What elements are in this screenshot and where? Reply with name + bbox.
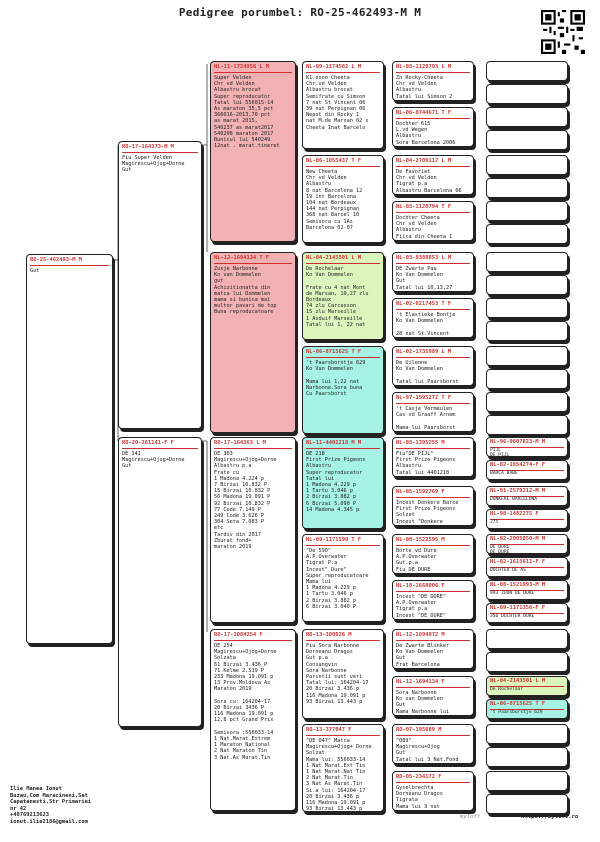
pigeon-details: "De 590" A.P.Overwater Tigrat P.a Incest" Dure" Super reproducatoare Mama lui 1 Madona 4.229 p 1 Tartu 3.046 p 2 Birzai 3.882 p 6 Birzai 3.040 P — [306, 548, 369, 610]
pigeon-details: DOCHTER DE AS — [490, 568, 526, 573]
ring-number: NL-08-1521993-M M — [490, 582, 546, 588]
ring-number: NL-09-1171356-F F — [490, 605, 546, 611]
ring-number: NL-05-1592769 F — [396, 489, 445, 495]
pigeon-details: PIJL DE PIJL — [490, 448, 510, 457]
divider — [30, 265, 109, 266]
pigeon-details: De Favoriet Chr vd Velden Tigrat p.a Albastru Barcelona 06 — [396, 169, 462, 194]
ring-number: NL-03-1395255 M — [396, 440, 445, 446]
pigeon-details: BARCA BABE — [490, 471, 518, 476]
pigeon-details: DE DURE DE DURE — [490, 545, 510, 554]
pedigree-card-gen5[interactable] — [486, 486, 568, 506]
pedigree-card-gen5[interactable] — [486, 534, 568, 554]
ring-number: NL-98-1482275 F — [490, 511, 539, 517]
divider — [306, 545, 380, 546]
divider — [306, 166, 380, 167]
pigeon-details: De Rochelaar — [490, 687, 524, 692]
divider — [306, 357, 380, 358]
pigeon-details: Fiu Super Velden Magirescu+Ojog+Dorne Gut — [122, 155, 185, 174]
pigeon-details: Super Velden Chr vd Velden Albastru brocat Super reproducator Tatal lui 556015-14 As maraton 35,5 pct 366016-2013,70 pct as marat 2015, 540237 as marat2017 540208 maraton 2017 Bunicul lui 540249 12nat . marat.tineret — [214, 75, 280, 150]
divider — [214, 448, 292, 449]
ring-number: NL-12-1694134 T F — [214, 255, 270, 261]
pigeon-details: New Cheeta Chr vd Velden Albastru 8 nat Barcelona 12 19 int Barcelona 104 nat Bordeaux 144 nat Perpignan 368 nat Barcel 10 Semisora cu 1As Barcelona 02-07 — [306, 169, 363, 231]
divider — [214, 640, 292, 641]
ring-number: NL-91-2579212-M M — [490, 488, 546, 494]
pedigree-card-gen2[interactable] — [210, 252, 296, 433]
ring-number: RO-13-377047 F — [306, 727, 352, 733]
pedigree-card-gen4[interactable] — [392, 676, 474, 716]
divider — [396, 118, 470, 119]
pedigree-card-gen5[interactable] — [486, 107, 568, 127]
divider — [396, 263, 470, 264]
pedigree-card-gen4[interactable] — [392, 107, 474, 147]
pigeon-details: DE 363 Magirescu+Ojog+Dorne Albastru p.a Frate cu 1 Madona 4.224 p 7 Birzai 10.832 P 15 Birzai 10.832 P 56 Madona 19.091 P 92 Birzai 10.832 P 77 Code 7.149 P 249 Code 3.626 P 304 Seta 7.083 P etc Tardiv din 2017 Zburat fond+ maraton 2019 — [214, 451, 277, 551]
pigeon-details: Incest Donkere Barce First Prize Pigeons Solzat Incest "Donkere — [396, 500, 459, 525]
divider — [396, 497, 470, 498]
divider — [396, 735, 470, 736]
ring-number: NL-09-1171590 T F — [306, 537, 362, 543]
pedigree-card-gen3[interactable] — [302, 437, 384, 529]
pigeon-details: 't Casje Vermeulen Cas vd Graaff Arnem Mama lui Paarsborst — [396, 406, 456, 431]
pigeon-details: Dochter Cheeta Chr vd Velden Albastru Fiica din Cheeta 1 — [396, 215, 453, 240]
pedigree-card-sire[interactable] — [118, 141, 202, 429]
breeder-contact: Ilie Manea Ionut Buzau,Com Maracineni,Sat Capatanesti,Str Primariei nr 42 +40769213623 ionut.ilie2186@gmail.com — [10, 786, 92, 825]
ring-number: RO-17-164363 L M — [214, 440, 266, 446]
pedigree-card-gen5[interactable] — [486, 369, 568, 389]
pedigree-card-gen4[interactable] — [392, 392, 474, 432]
divider — [122, 448, 198, 449]
pedigree-card-gen3[interactable] — [302, 534, 384, 622]
divider — [214, 263, 292, 264]
ring-number: NL-04-2709117 L M — [396, 158, 452, 164]
divider — [396, 403, 470, 404]
pigeon-details: Gut — [30, 268, 40, 274]
pigeon-details: "DE 047" Matca Magirescu+Ojog+ Dorne Solzat Mama lui: 556033-14 1 Nat Marat.Ext Tin 1 Nat Marat.Nat Tin 2 Nat Marat.Tin 3 Nat As Marat.Tin Si a lui: 164204-17 20 Birzai 3.436 p 116 Madona 19.091 p 93 Birzai 13.443 p — [306, 738, 372, 812]
pedigree-card-gen4[interactable] — [392, 252, 474, 292]
ring-number: NL-12-1694134 F — [396, 679, 445, 685]
ring-number: NL-02-1735989 L M — [396, 349, 452, 355]
pedigree-card-subject[interactable] — [26, 254, 113, 644]
divider — [396, 545, 470, 546]
ring-number: NL-06-0744671 T F — [396, 110, 452, 116]
pedigree-card-gen4[interactable] — [392, 771, 474, 811]
pedigree-card-gen5[interactable] — [486, 747, 568, 767]
pedigree-card-gen5[interactable] — [486, 580, 568, 600]
pedigree-card-gen5[interactable] — [486, 84, 568, 104]
ring-number: NL-03-1120793 L M — [396, 64, 452, 70]
pigeon-details: Gyselbrechta Dorneanu Dragos Tigrata Mama lui 3 nat — [396, 785, 443, 810]
ring-number: NL-11-4401218 M M — [306, 440, 362, 446]
pedigree-card-gen5[interactable] — [486, 155, 568, 175]
pedigree-card-gen5[interactable] — [486, 724, 568, 744]
pigeon-details: Incest "DE DORE" A.P.Overwater Tigrat p.a Incest "DE DURE" — [396, 594, 446, 619]
pedigree-card-gen5[interactable] — [486, 201, 568, 221]
pigeon-details: 't Paarsborstje 629 Ko Van Dommelen Mama lui 1,22 nat Narbonne.Sora buna Cu Paarsborst — [306, 360, 366, 398]
pedigree-card-gen5[interactable] — [486, 252, 568, 272]
ring-number: NL-11-1724956 L M — [214, 64, 270, 70]
website-link[interactable]: https://myloft.ro — [521, 814, 579, 820]
pigeon-details: Borte vd Dure A.P.Overwater Gut.p.a Fiu DE DURE — [396, 548, 437, 573]
divider — [122, 152, 198, 153]
pedigree-card-gen5[interactable] — [486, 699, 568, 719]
divider — [306, 448, 380, 449]
pigeon-details: De Zwarte Blinker Ko Van Dommelen Gut Frat Barcelona — [396, 643, 450, 668]
pigeon-details: "089" Magirescu+Ojog Gut Tatal lui 3 Nat.Fond — [396, 738, 459, 763]
pedigree-card-gen5[interactable] — [486, 224, 568, 244]
ring-number: RO-20-261141-F F — [122, 440, 174, 446]
ring-number: NL-03-1120794 T F — [396, 204, 452, 210]
divider — [396, 166, 470, 167]
pigeon-details: 275 — [490, 520, 499, 525]
pedigree-card-gen5[interactable] — [486, 771, 568, 791]
pedigree-card-gen4[interactable] — [392, 580, 474, 620]
pedigree-card-gen5[interactable] — [486, 298, 568, 318]
divider — [396, 782, 470, 783]
ring-number: NL-02-1854274-F F — [490, 462, 546, 468]
pedigree-card-gen5[interactable] — [486, 652, 568, 672]
pedigree-card-gen5[interactable] — [486, 392, 568, 412]
divider — [306, 72, 380, 73]
pigeon-details: Dochter 615 L.vd Wegen Albastru Sora Barcelona 2006 — [396, 121, 456, 146]
pedigree-card-gen5[interactable] — [486, 178, 568, 198]
ring-number: RO-07-195089 M — [396, 727, 442, 733]
pedigree-card-gen5[interactable] — [486, 346, 568, 366]
pigeon-details: De Uilenne Ko Van Dommelen Tatal lui Paarsborst — [396, 360, 459, 385]
pigeon-details: 993 ZOON DE DURE — [490, 591, 535, 596]
pedigree-card-gen4[interactable] — [392, 298, 474, 338]
pedigree-card-gen5[interactable] — [486, 460, 568, 480]
ring-number: NL-02-1615611-F F — [490, 559, 546, 565]
pedigree-card-gen5[interactable] — [486, 794, 568, 814]
pedigree-card-gen5[interactable] — [486, 676, 568, 696]
pedigree-card-gen3[interactable] — [302, 61, 384, 149]
pigeon-details: DE 218 First Prize Pigeons Albastru Super reproducator Tatal lui 1 Madona 4.229 p 1 Tartu 3.046 p 2 Birzai 3.882 p 6 Birzai 5.090 P 14 Madona 4.345 p — [306, 451, 366, 513]
ring-number: RO-25-462493-M M — [30, 257, 82, 263]
ring-number: NL-09-1174562 L M — [306, 64, 362, 70]
pigeon-details: Fiu Sora Narbonne Dorneanu Dragos Gut p.a Consangvin Sora Narbonne Parintii sunt veri Tatal lui: 164204-17 20 Birzai 3.436 p 116 Madona 19.091 p 93 Birzai 13.443 p — [306, 643, 369, 705]
pedigree-card-gen4[interactable] — [392, 155, 474, 195]
divider — [396, 309, 470, 310]
pedigree-card-gen5[interactable] — [486, 321, 568, 341]
pigeon-details: 356 DOCHTER DURE — [490, 614, 535, 619]
pedigree-card-gen4[interactable] — [392, 629, 474, 669]
ring-number: RO-17-3084254 F — [214, 632, 263, 638]
pedigree-card-gen3[interactable] — [302, 252, 384, 340]
divider — [396, 687, 470, 688]
divider — [396, 212, 470, 213]
ring-number: NL-06-0715625 T F — [490, 701, 546, 707]
pedigree-card-gen2[interactable] — [210, 629, 296, 811]
divider — [396, 72, 470, 73]
pigeon-details: Zn Rocky-Cheeta Chr vd Velden Albastru Tatal lui Simson 2 — [396, 75, 453, 100]
pedigree-card-gen5[interactable] — [486, 275, 568, 295]
ring-number: NL-04-2143501 L M — [306, 255, 362, 261]
pigeon-details: 't Elastieke Bontje Ko Van Dommelen 28 nat St.Vincent — [396, 312, 456, 337]
pigeon-details: 't Paarsborstje 629 — [490, 710, 543, 715]
ring-number: NL-96-9607823-M M — [490, 439, 546, 445]
pedigree-card-gen5[interactable] — [486, 557, 568, 577]
pigeon-details: DE Zwarte Pau Ko Van Dommelen Gut Tatal lui 10,13,27 — [396, 266, 453, 291]
divider — [396, 448, 470, 449]
pedigree-card-gen4[interactable] — [392, 486, 474, 526]
ring-number: NL-97-1595272 T F — [396, 395, 452, 401]
pedigree-card-gen4[interactable] — [392, 534, 474, 574]
brand-logo: myloft — [460, 814, 481, 820]
pedigree-card-gen2[interactable] — [210, 61, 296, 242]
pedigree-card-gen4[interactable] — [392, 346, 474, 386]
pedigree-card-dam[interactable] — [118, 437, 202, 727]
page-title: Pedigree porumbel: RO-25-462493-M M — [178, 6, 422, 19]
pigeon-details: K1.zoon Cheeta Chr.vd Velden Albastru brocat Semifrate cu Simson 7 nat St Vincent 06 39 nat Perpignan 06 Nepot din Rocky 1 nat M.de Marsan 02 x Cheeta Inat Barcelo — [306, 75, 369, 131]
ring-number: NL-08-1522595 M — [396, 537, 445, 543]
pigeon-details: Fiu"DE PIJL" First Prize Pigeons Albastru Tatal lui 4401218 — [396, 451, 456, 476]
divider — [214, 72, 292, 73]
ring-number: NL-10-1668006 F — [396, 583, 445, 589]
pedigree-card-gen5[interactable] — [486, 61, 568, 81]
pedigree-card-gen4[interactable] — [392, 201, 474, 241]
pedigree-card-gen3[interactable] — [302, 629, 384, 719]
ring-number: RO-17-164373-M M — [122, 144, 174, 150]
pigeon-details: Sora Narbonne Ko van Dommelen Gut Mama Narbonne lui — [396, 690, 450, 715]
pedigree-card-gen5[interactable] — [486, 415, 568, 435]
pedigree-card-gen5[interactable] — [486, 437, 568, 457]
pigeon-details: DE 141 Magirescu+Ojog+Dorne Gut — [122, 451, 185, 470]
pigeon-details: Zusje Narbonne Ko van Dommelen gut Achizitionatta din matca lui Dommelen mama si bunica mai multor pasari de top Buna reproducatoare — [214, 266, 277, 316]
pigeon-details: DONKERE BARCELONA — [490, 497, 538, 502]
pedigree-card-gen3[interactable] — [302, 346, 384, 434]
divider — [306, 735, 380, 736]
pedigree-card-gen3[interactable] — [302, 724, 384, 812]
ring-number: NL-12-1694072 M — [396, 632, 445, 638]
ring-number: NL-92-2905050-M M — [490, 536, 546, 542]
pedigree-card-gen5[interactable] — [486, 130, 568, 150]
divider — [396, 640, 470, 641]
ring-number: RO-13-380026 M — [306, 632, 352, 638]
ring-number: NL-04-2143501 L M — [490, 678, 546, 684]
pedigree-card-gen5[interactable] — [486, 509, 568, 529]
pigeon-details: DE 254 Magirescu+Ojog+Dorne Solzata 61 Birzai 3.436 P 71 Kelme 2.539 P 233 Madona 19.091 p 13 Prov.Moldova As Maraton 2019 Sora cu: 164204-17 20 Birzai 3436 P 116 Madona 19.091 p 12,8 pct Grand Prix Semisora :556033-14 1 Nat.Marat.Extrem 1 Maraton National 2 Nat Maraton Tin 3 Nat.As Marat.Tin — [214, 643, 277, 761]
pedigree-card-gen4[interactable] — [392, 437, 474, 477]
pedigree-card-gen3[interactable] — [302, 155, 384, 243]
pedigree-card-gen4[interactable] — [392, 61, 474, 101]
ring-number: NL-06-0715625 T F — [306, 349, 362, 355]
ring-number: RO-05-234172 F — [396, 774, 442, 780]
ring-number: NL-02-0217453 T F — [396, 301, 452, 307]
pedigree-card-gen5[interactable] — [486, 629, 568, 649]
divider — [306, 640, 380, 641]
divider — [306, 263, 380, 264]
divider — [396, 357, 470, 358]
ring-number: NL-03-0388853 L M — [396, 255, 452, 261]
pedigree-card-gen2[interactable] — [210, 437, 296, 623]
pedigree-card-gen5[interactable] — [486, 603, 568, 623]
pedigree-card-gen4[interactable] — [392, 724, 474, 764]
pigeon-details: De Rochelaar Ko Van Dommelen Frate cu 4 nat Mont de Marsan, 10,27 zlu Bordeaux 74 zlu Carcasson 15 zlu Marseille 1 Asduif Marseille Tatal lui 1, 22 nat — [306, 266, 369, 328]
ring-number: NL-06-1055437 T F — [306, 158, 362, 164]
divider — [396, 591, 470, 592]
